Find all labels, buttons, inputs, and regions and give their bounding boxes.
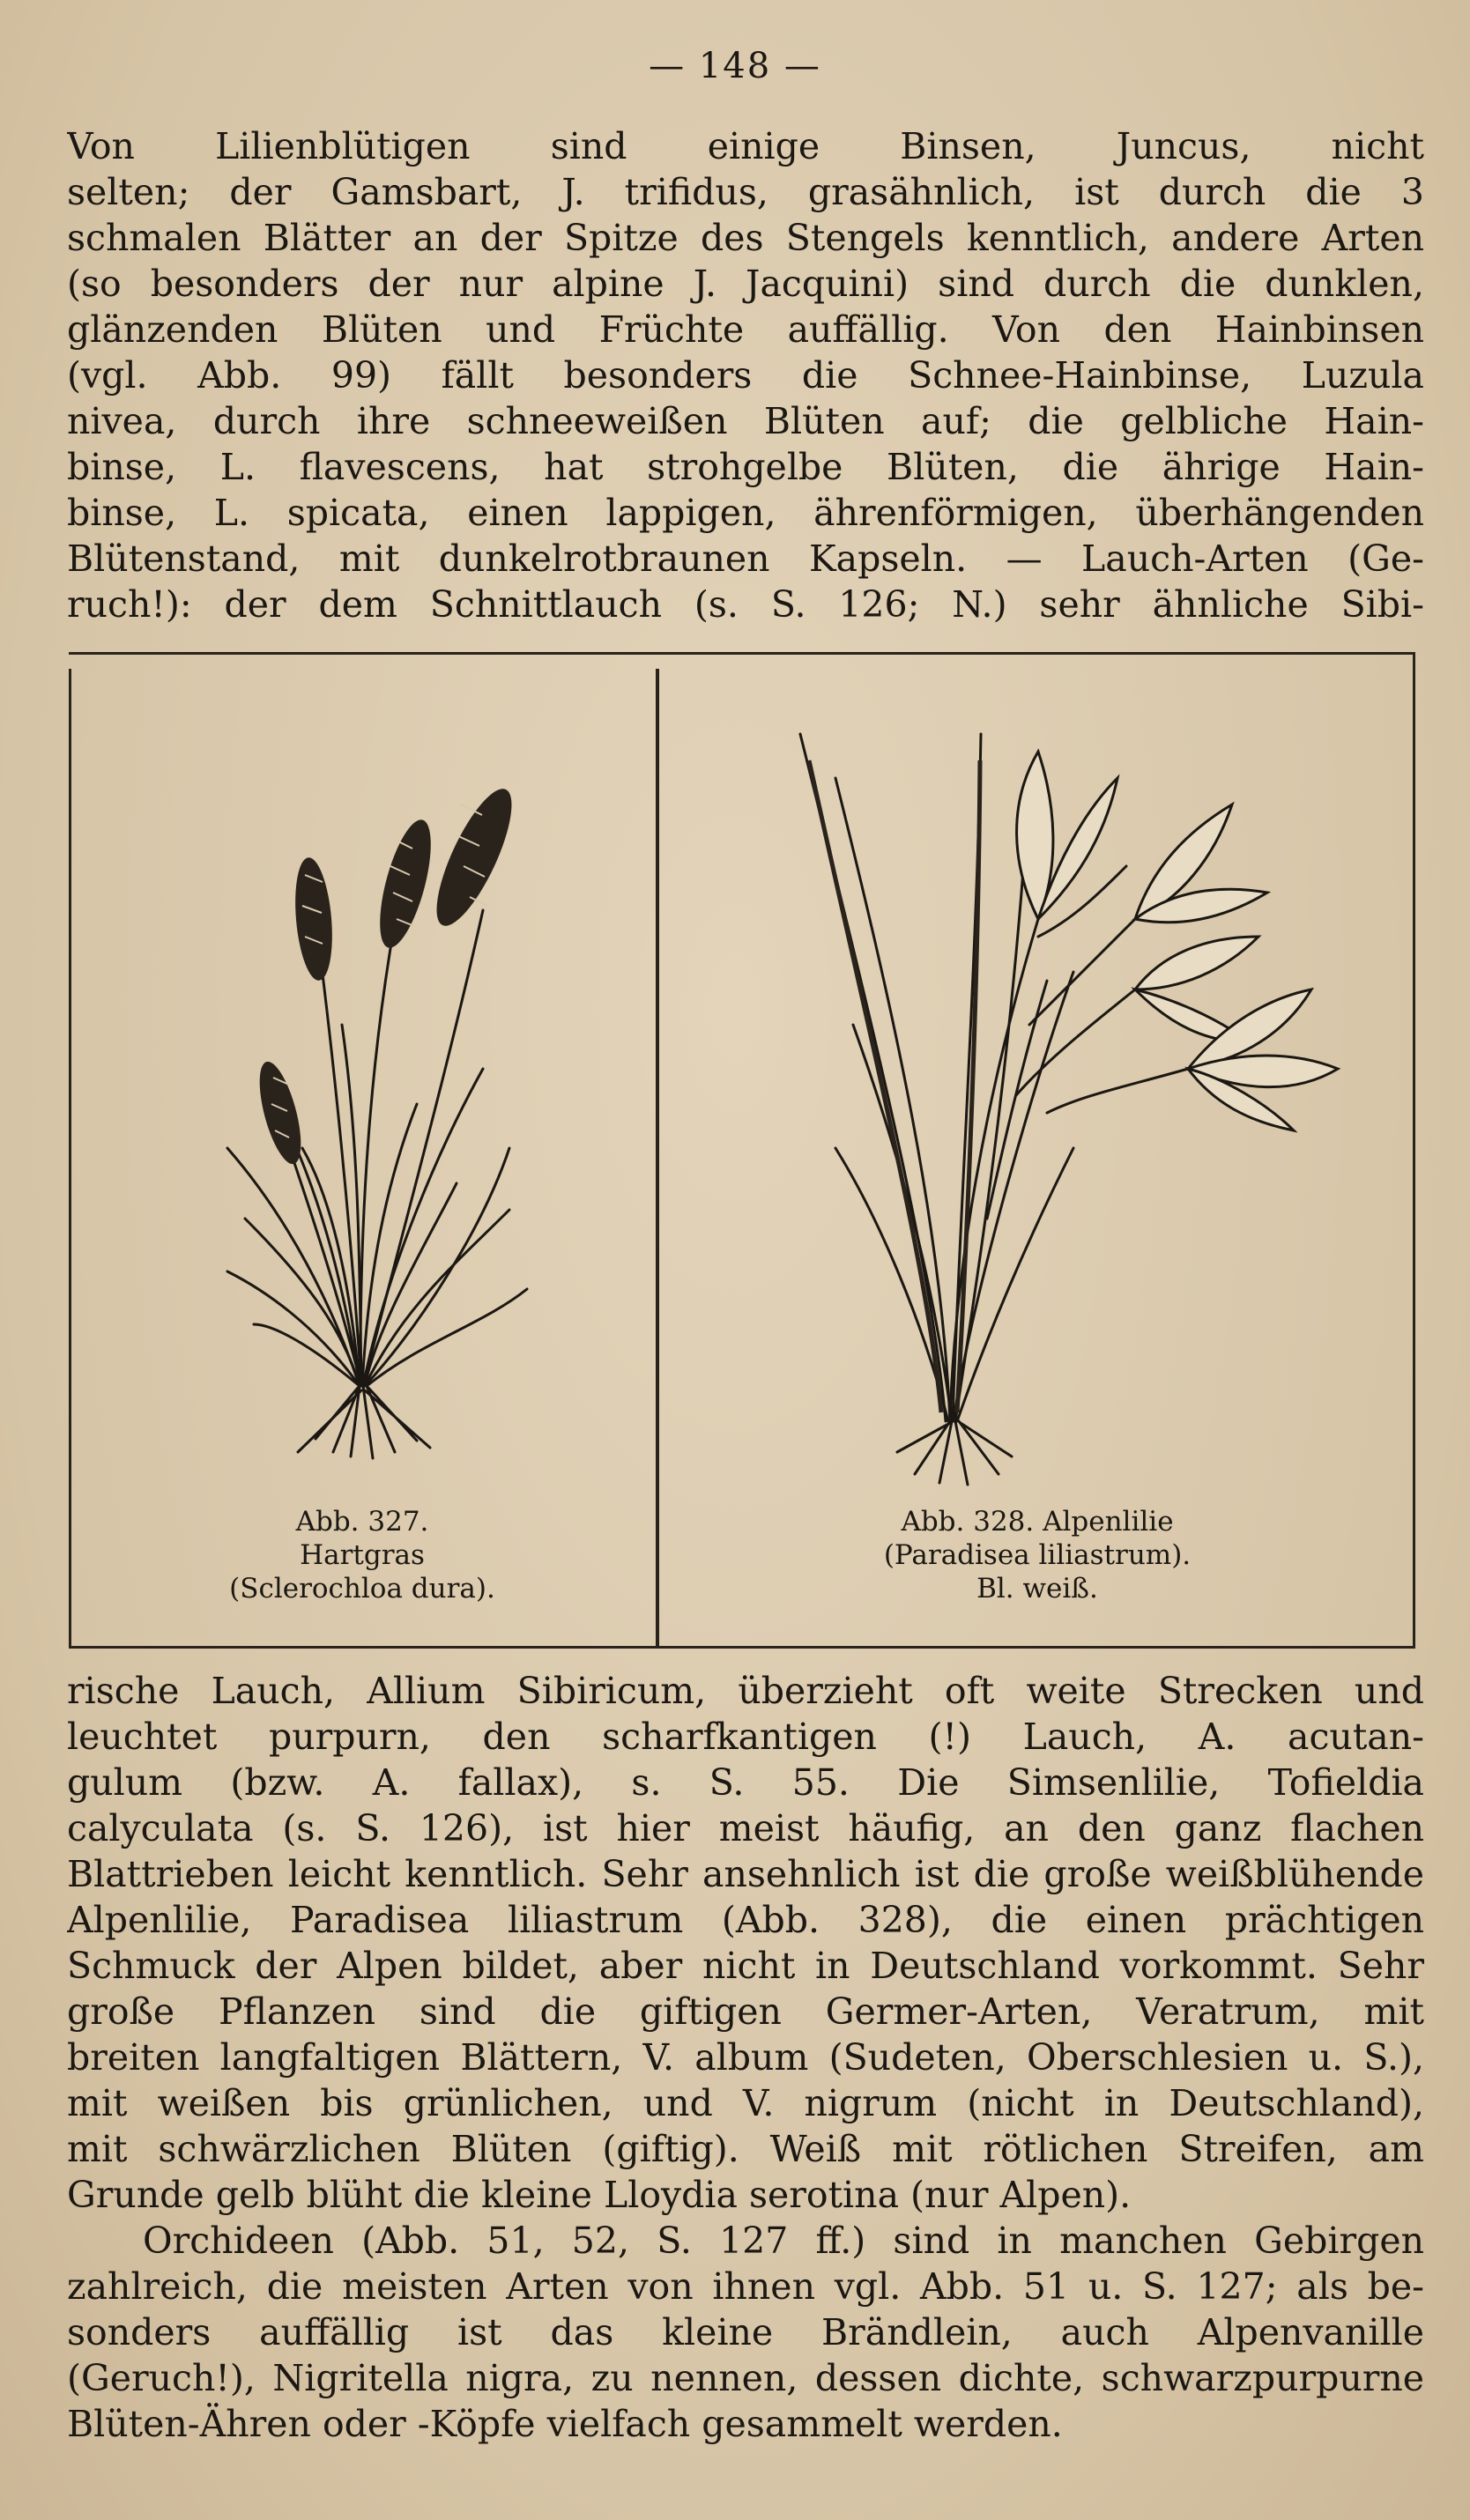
text-line: glänzenden Blüten und Früchte auffällig. Von den Hainbinsen — [67, 308, 1424, 351]
text-line: binse, L. flavescens, hat strohgelbe Blüten, die ährige Hain- — [67, 446, 1424, 488]
text-line: Grunde gelb blüht die kleine Lloydia serotina (nur Alpen). — [67, 2174, 1132, 2216]
text-line: nivea, durch ihre schneeweißen Blüten auf; die gelbliche Hain- — [67, 400, 1424, 442]
text-line: selten; der Gamsbart, J. trifidus, grasähnlich, ist durch die 3 — [67, 171, 1424, 213]
figure-latin-name: (Sclerochloa dura). — [229, 1573, 495, 1605]
text-line: Schmuck der Alpen bildet, aber nicht in Deutschland vorkommt. Sehr — [67, 1945, 1424, 1987]
text-line: leuchtet purpurn, den scharfkantigen (!) Lauch, A. acutan- — [67, 1716, 1424, 1758]
text-line: gulum (bzw. A. fallax), s. S. 55. Die Simsenlilie, Tofieldia — [67, 1761, 1424, 1804]
caption-alpenlilie — [659, 1505, 1415, 1605]
text-line: (Geruch!), Nigritella nigra, zu nennen, dessen dichte, schwarzpurpurne — [67, 2357, 1424, 2399]
text-line: Alpenlilie, Paradisea liliastrum (Abb. 328), die einen prächtigen — [67, 1899, 1424, 1941]
text-line: sonders auffällig ist das kleine Brändlein, auch Alpenvanille — [67, 2311, 1424, 2353]
text-line: zahlreich, die meisten Arten von ihnen vgl. Abb. 51 u. S. 127; als be- — [67, 2265, 1424, 2308]
text-line: (vgl. Abb. 99) fällt besonders die Schnee-Hainbinse, Luzula — [67, 354, 1424, 397]
figure-number: Abb. 328. Alpenlilie — [901, 1506, 1174, 1538]
figure-number: Abb. 327. — [295, 1506, 429, 1538]
paragraph-top — [67, 123, 1424, 627]
hartgras-illustration — [69, 655, 656, 1501]
text-line: schmalen Blätter an der Spitze des Stengels kenntlich, andere Arten — [67, 217, 1424, 259]
figure-title: Hartgras — [300, 1539, 425, 1571]
text-line: Blüten-Ähren oder -Köpfe vielfach gesammelt werden. — [67, 2403, 1063, 2445]
text-line: große Pflanzen sind die giftigen Germer-Arten, Veratrum, mit — [67, 1990, 1424, 2033]
figure-panel — [69, 652, 1415, 1649]
text-line: rische Lauch, Allium Sibiricum, überzieht oft weite Strecken und — [67, 1670, 1424, 1712]
text-line: calyculata (s. S. 126), ist hier meist häufig, an den ganz flachen — [67, 1807, 1424, 1849]
text-line: binse, L. spicata, einen lappigen, ährenförmigen, überhängenden — [67, 492, 1424, 534]
text-line: (so besonders der nur alpine J. Jacquini) sind durch die dunklen, — [67, 263, 1424, 305]
caption-hartgras — [69, 1505, 656, 1605]
figure-hartgras — [69, 655, 656, 1646]
figure-latin-name: (Paradisea liliastrum). — [883, 1539, 1192, 1571]
text-line: mit weißen bis grünlichen, und V. nigrum (nicht in Deutschland), — [67, 2082, 1424, 2124]
paragraph-bottom — [67, 1668, 1424, 2447]
page-number: — 148 — — [649, 46, 821, 86]
text-line: ruch!): der dem Schnittlauch (s. S. 126; N.) sehr ähnliche Sibi- — [67, 583, 1424, 626]
figure-note: Bl. weiß. — [976, 1573, 1098, 1605]
text-line: Von Lilienblütigen sind einige Binsen, Juncus, nicht — [67, 125, 1424, 167]
text-line: Orchideen (Abb. 51, 52, S. 127 ff.) sind in manchen Gebirgen — [143, 2220, 1424, 2262]
text-line: Blattrieben leicht kenntlich. Sehr ansehnlich ist die große weißblühende — [67, 1853, 1424, 1895]
text-line: Blütenstand, mit dunkelrotbraunen Kapseln. — Lauch-Arten (Ge- — [67, 537, 1424, 580]
text-line: breiten langfaltigen Blättern, V. album (Sudeten, Oberschlesien u. S.), — [67, 2036, 1424, 2079]
figure-alpenlilie — [659, 655, 1415, 1646]
text-line: mit schwärzlichen Blüten (giftig). Weiß mit rötlichen Streifen, am — [67, 2128, 1424, 2170]
alpenlilie-illustration — [659, 655, 1415, 1501]
